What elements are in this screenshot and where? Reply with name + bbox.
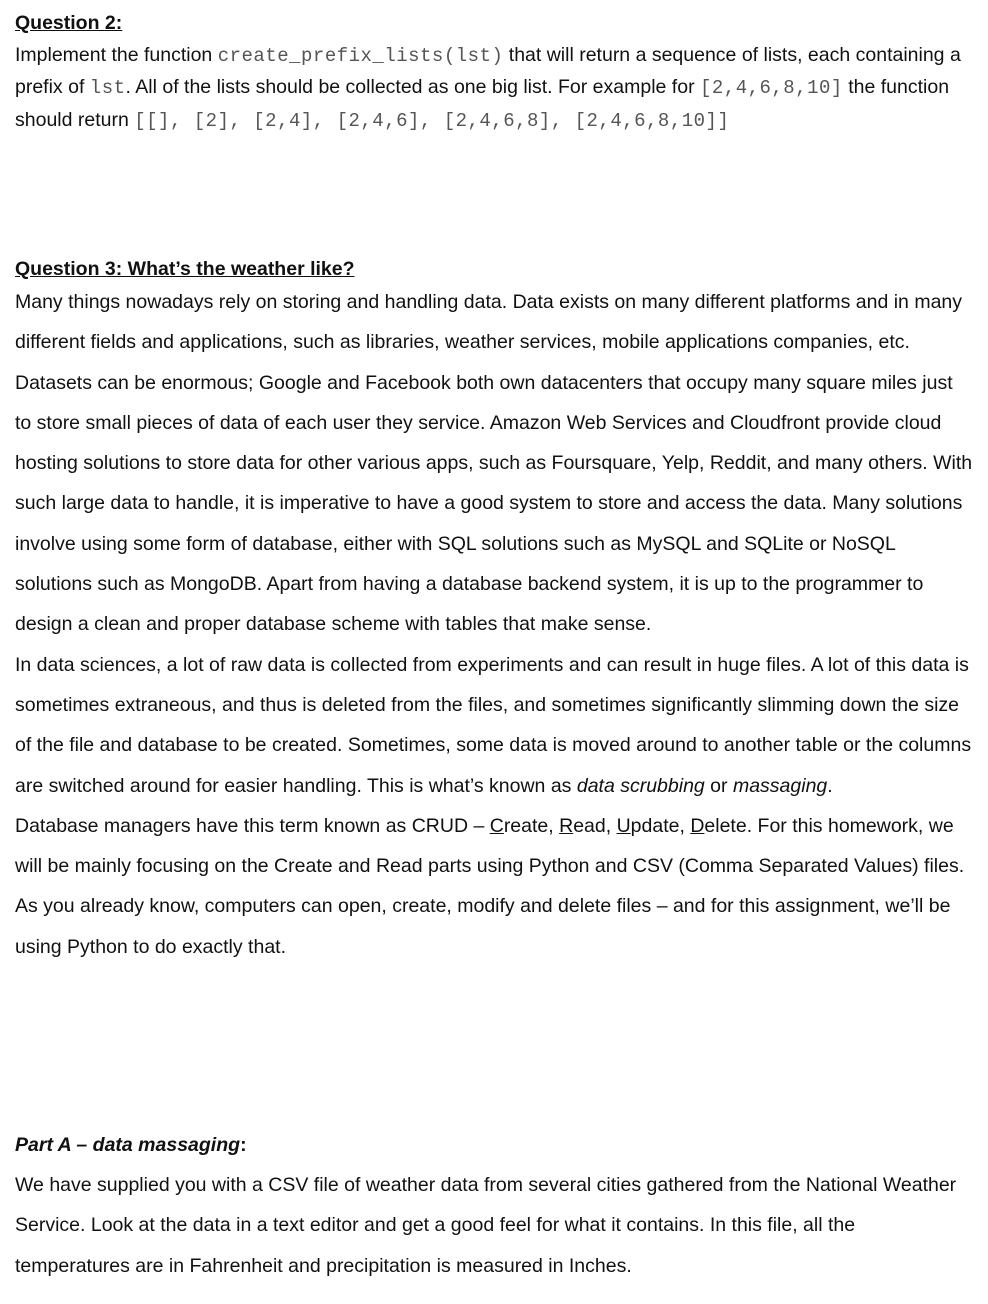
part-a-paragraph: We have supplied you with a CSV file of weather data from several cities gathered from the National Weather Service. Look at the data in a text editor and get a good feel for what it contains. In this file, all the temperatures are in Fahrenheit and precipitation is measured in Inches. [15, 1174, 957, 1277]
crud-read-initial: R [559, 814, 574, 837]
question-3-section [15, 256, 973, 967]
part-a-section [15, 1125, 973, 1286]
code-lst: lst [89, 77, 126, 99]
term-massaging: massaging [732, 774, 828, 797]
question-3-paragraph-1: Many things nowadays rely on storing and handling data. Data exists on many different platforms and in many different fields and applications, such as libraries, weather services, mobile applications companies, etc. Datasets can be enormous; Google and Facebook both own datacenters that occupy many square miles just to store small pieces of data of each user they service. Amazon Web Services and Cloudfront provide cloud hosting solutions to store data for other various apps, such as Foursquare, Yelp, Reddit, and many others. With such large data to handle, it is imperative to have a good system to store and access the data. Many solutions involve using some form of database, either with SQL solutions such as MySQL and SQLite or NoSQL solutions such as MongoDB. Apart from having a database backend system, it is up to the programmer to design a clean and proper database scheme with tables that make sense. [15, 291, 973, 636]
q2-text-collected: . All of the lists should be collected as one big list. For example for [125, 76, 700, 98]
question-2-section [15, 8, 965, 137]
q3-p2-text: In data sciences, a lot of raw data is collected from experiments and can result in huge files. A lot of this data is sometimes extraneous, and thus is deleted from the files, and sometimes significantly slimming down the size of the file and database to be created. Sometimes, some data is moved around to another table or the columns are switched around for easier handling. This is what’s known as [15, 653, 972, 797]
q3-p3-rest: . For this homework, we will be mainly focusing on the Create and Read parts using Python and CSV (Comma Separated Values) files. As you already know, computers can open, create, modify and delete files – and for this assignment, we’ll be using Python to do exactly that. [15, 814, 965, 958]
crud-create-initial: C [489, 814, 504, 837]
question-2-body [15, 40, 965, 138]
crud-delete-initial: D [690, 814, 705, 837]
crud-update-rest: pdate, [630, 814, 691, 837]
q2-text-after-signature: that will return a sequence of lists, each containing a prefix of [15, 43, 961, 98]
question-3-paragraph-2 [15, 645, 973, 806]
q3-p3-start: Database managers have this term known as CRUD – [15, 814, 490, 837]
term-data-scrubbing: data scrubbing [576, 774, 705, 797]
crud-read-rest: ead, [573, 814, 617, 837]
question-3-heading: Question 3: What’s the weather like? [15, 258, 355, 280]
question-2-heading: Question 2: [15, 12, 123, 34]
code-example-output: [[], [2], [2,4], [2,4,6], [2,4,6,8], [2,4,6,8,10]] [134, 109, 730, 132]
crud-create-rest: reate, [503, 814, 560, 837]
code-function-signature: create_prefix_lists(lst) [217, 44, 504, 67]
crud-update-initial: U [616, 814, 631, 837]
q2-text-should-return: the function should return [15, 76, 950, 131]
q3-p2-or: or [704, 774, 733, 797]
crud-delete-rest: elete [704, 814, 747, 837]
question-3-paragraph-3 [15, 806, 973, 967]
part-a-heading [15, 1125, 973, 1165]
q2-text-implement: Implement the function [15, 43, 218, 66]
code-example-input: [2,4,6,8,10] [699, 77, 843, 99]
q3-p2-end: . [827, 774, 833, 797]
part-a-title: Part A – data massaging [15, 1134, 241, 1156]
part-a-colon: : [240, 1134, 247, 1156]
